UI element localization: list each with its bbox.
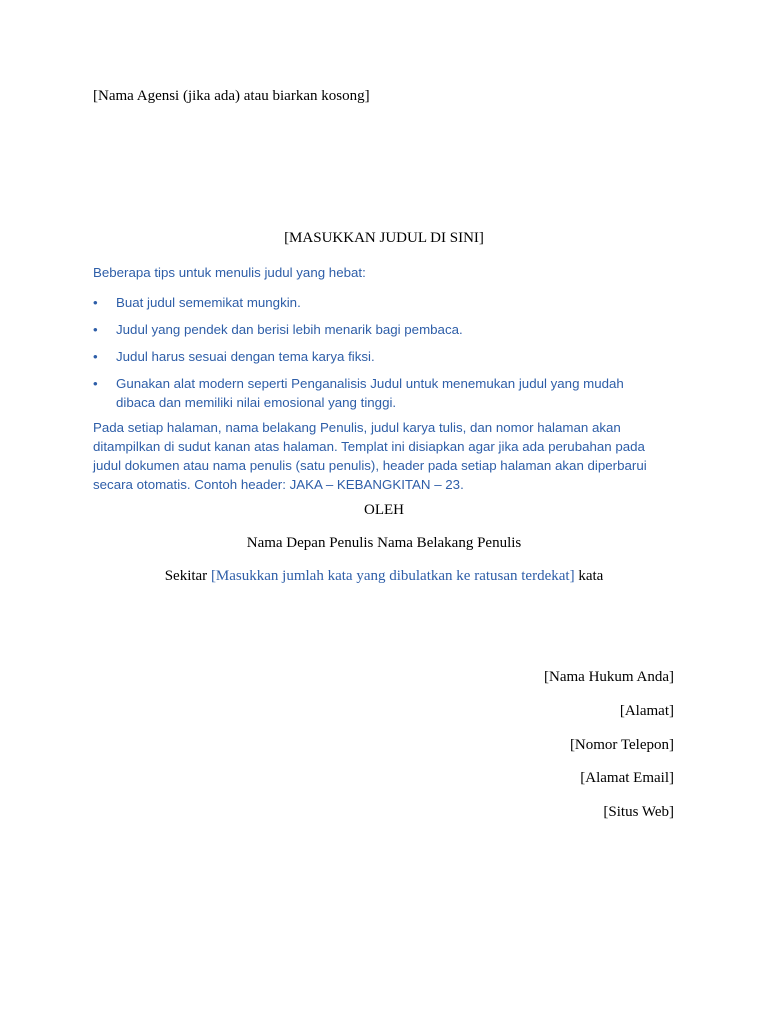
agency-line: [Nama Agensi (jika ada) atau biarkan kosong] — [93, 88, 370, 104]
tips-list — [93, 293, 663, 420]
bullet-icon: • — [93, 295, 98, 310]
tips-list-item — [93, 347, 663, 366]
word-count-suffix: kata — [578, 568, 604, 584]
document-title: [MASUKKAN JUDUL DI SINI] — [284, 230, 484, 246]
contact-legal-name: [Nama Hukum Anda] — [544, 669, 674, 685]
tip-text: Judul yang pendek dan berisi lebih menarik bagi pembaca. — [116, 322, 463, 337]
contact-phone: [Nomor Telepon] — [569, 737, 674, 753]
contact-website: [Situs Web] — [603, 804, 674, 820]
byline-oleh: OLEH — [364, 502, 404, 518]
word-count-prefix: Sekitar — [164, 568, 208, 584]
tip-text: Judul harus sesuai dengan tema karya fiksi. — [116, 349, 375, 364]
word-count-line — [0, 568, 768, 585]
word-count-placeholder: [Masukkan jumlah kata yang dibulatkan ke ratusan terdekat] — [210, 568, 575, 584]
contact-email: [Alamat Email] — [580, 770, 674, 786]
tips-list-item — [93, 293, 663, 312]
contact-address: [Alamat] — [619, 703, 674, 719]
tip-text: Buat judul sememikat mungkin. — [116, 295, 301, 310]
tip-text: Gunakan alat modern seperti Penganalisis Judul untuk menemukan judul yang mudah dibaca dan memiliki nilai emosional yang tinggi. — [116, 376, 624, 410]
tips-heading: Beberapa tips untuk menulis judul yang hebat: — [93, 265, 366, 280]
tips-list-item — [93, 374, 663, 412]
bullet-icon: • — [93, 349, 98, 364]
bullet-icon: • — [93, 322, 98, 337]
author-name: Nama Depan Penulis Nama Belakang Penulis — [246, 535, 522, 551]
bullet-icon: • — [93, 376, 98, 391]
tips-list-item — [93, 320, 663, 339]
header-info-paragraph: Pada setiap halaman, nama belakang Penulis, judul karya tulis, dan nomor halaman akan ditampilkan di sudut kanan atas halaman. Templat ini disiapkan agar jika ada perubahan pada judul dokumen atau nama penulis (satu penulis), header pada setiap halaman akan diperbarui secara otomatis. Contoh header: JAKA – KEBANGKITAN – 23. — [93, 420, 647, 492]
